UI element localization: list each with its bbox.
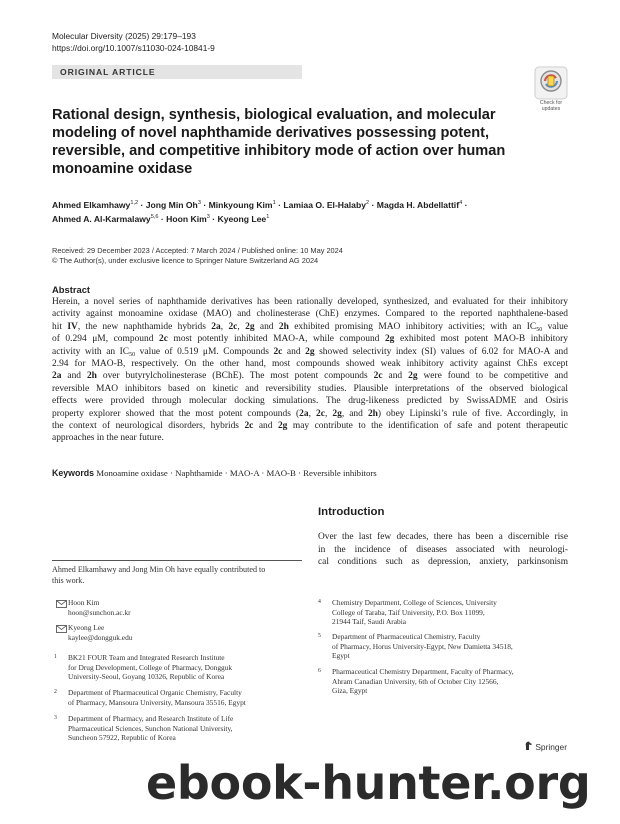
title-line: monoamine oxidase (52, 161, 193, 177)
abstract-line: approaches in the near future. (52, 433, 164, 444)
author-affiliation-marker: 3 (197, 200, 201, 206)
author-affiliation-marker: 4 (459, 200, 463, 206)
author-separator: · (371, 200, 375, 210)
correspondence-entry (68, 623, 132, 642)
mail-icon (56, 625, 67, 633)
abstract-line: activity with an $IC_{50}$ value of 0.519 μM. Compounds 2c and 2g showed selectivity index (SI) values of 6.02 for MAO-A and (52, 346, 568, 358)
publication-dates (52, 246, 343, 266)
introduction-line: Over the last few decades, there has been a discernible rise (318, 532, 568, 542)
springer-horse-icon (524, 741, 533, 751)
author-affiliation-marker: 5,6 (150, 214, 159, 220)
copyright-line: © The Author(s), under exclusive licence to Springer Nature Switzerland AG 2024 (52, 256, 319, 265)
dates-line: Received: 29 December 2023 / Accepted: 7 March 2024 / Published online: 10 May 2024 (52, 246, 343, 255)
author-separator: · (160, 214, 164, 224)
journal-header (52, 30, 215, 54)
author-name[interactable]: Ahmed Elkamhawy (52, 200, 131, 210)
footnote-divider (52, 560, 302, 561)
keywords-text: Monoamine oxidase · Naphthamide · MAO-A · MAO-B · Reversible inhibitors (96, 468, 377, 478)
author-name[interactable]: Jong Min Oh (145, 200, 198, 210)
author-affiliation-marker: 1 (272, 200, 276, 206)
author-name[interactable]: Hoon Kim (166, 214, 207, 224)
publisher-name: Springer (535, 742, 567, 752)
abstract-line: property explorer showed that the most potent compounds (2a, 2c, 2g, and 2h) obey Lipinski’s rule of five. Accordingly, in (52, 408, 568, 419)
introduction-body (318, 531, 568, 569)
keywords-label: Keywords (52, 468, 95, 478)
author-separator: · (212, 214, 216, 224)
affiliation-number: 2 (54, 689, 57, 695)
author-name[interactable]: Kyeong Lee (217, 214, 267, 224)
article-title (52, 106, 538, 178)
author-name[interactable]: Ahmed A. Al-Karmalawy (52, 214, 151, 224)
author-affiliation-marker: 1,2 (130, 200, 139, 206)
abstract-line: reversible MAO inhibitors based on kinetic and reversibility studies. Plausible interpretations of the observed biological (52, 383, 568, 394)
introduction-line: cal conditions such as depression, anxiety, parkinsonism (318, 557, 568, 568)
correspondence-name: Hoon Kim (68, 598, 100, 607)
abstract-heading: Abstract (52, 284, 91, 295)
author-separator: · (140, 200, 144, 210)
affiliation-number: 6 (318, 668, 321, 674)
article-type-badge (52, 65, 302, 79)
affiliation-number: 4 (318, 599, 321, 605)
author-line (52, 198, 467, 212)
correspondence-name: Kyeong Lee (68, 623, 105, 632)
abstract-line: the context of neurological disorders, hybrids 2c and 2g may contribute to the identification of safe and potent therapeutic (52, 421, 569, 432)
introduction-line: in the incidence of diseases associated with neurologi- (318, 544, 568, 555)
affiliation-number: 5 (318, 633, 321, 639)
equal-contribution-note: Ahmed Elkamhawy and Jong Min Oh have equally contributed to this work. (52, 565, 266, 585)
author-affiliation-marker: 1 (266, 214, 270, 220)
title-line: modeling of novel naphthamide derivatives possessing potent, (52, 125, 490, 141)
check-for-updates-icon (534, 66, 568, 100)
abstract-line: effects were provided through molecular docking simulations. The drug-likeness predicted by SwissADME and Osiris (52, 396, 568, 407)
author-name[interactable]: Magda H. Abdellattif (376, 200, 460, 210)
introduction-heading: Introduction (318, 506, 385, 518)
author-separator: · (203, 200, 207, 210)
abstract-line: 2a and 2h over butyrylcholinesterase (BChE). The most potent compounds 2c and 2g were found to be competitive and (52, 371, 568, 382)
affiliation-number: 3 (54, 715, 57, 721)
title-line: Rational design, synthesis, biological evaluation, and molecular (52, 107, 496, 123)
author-name[interactable]: Lamiaa O. El-Halaby (283, 200, 366, 210)
author-affiliation-marker: 2 (366, 200, 370, 206)
author-line (52, 212, 467, 226)
article-type-label: ORIGINAL ARTICLE (60, 67, 156, 77)
journal-citation: Molecular Diversity (2025) 29:179–193 (52, 31, 196, 41)
doi-link[interactable]: https://doi.org/10.1007/s11030-024-10841-9 (52, 43, 215, 53)
author-list (52, 198, 467, 226)
keywords (52, 467, 377, 479)
check-for-updates-label: Check for updates (539, 100, 563, 112)
correspondence-email[interactable]: hoon@sunchon.ac.kr (68, 607, 131, 617)
author-separator: · (278, 200, 281, 210)
correspondence-email[interactable]: kaylee@dongguk.edu (68, 632, 133, 642)
watermark: ebook-hunter.org (146, 756, 591, 810)
author-affiliation-marker: 3 (206, 214, 210, 220)
author-name[interactable]: Minkyoung Kim (208, 200, 273, 210)
correspondence-entry (68, 598, 131, 617)
check-for-updates-button[interactable] (534, 66, 568, 112)
author-separator: · (464, 200, 468, 210)
abstract-line: of 0.294 μM, compound 2c most potently inhibited MAO-A, while compound 2g exhibited most potent MAO-B inhibitory (52, 334, 568, 345)
affiliation-number: 1 (54, 654, 57, 660)
publisher-logo (524, 741, 567, 753)
abstract-line: activity against monoamine oxidase (MAO) and cholinesterase (ChE) enzymes. Compared to the reported naphthalene-based (52, 309, 568, 320)
abstract-line: hit IV, the new naphthamide hybrids 2a, 2c, 2g and 2h exhibited promising MAO inhibitory activities; with an $IC_{50}$ value (52, 321, 568, 333)
title-line: reversible, and competitive inhibitory mode of action over human (52, 143, 506, 159)
abstract-line: Herein, a novel series of naphthamide derivatives has been rationally developed, synthesized, and evaluated for their inhibitory (52, 297, 568, 307)
abstract-body (52, 296, 568, 445)
abstract-line: 2.94 for MAO-B, respectively. On the other hand, most compounds showed weak inhibitory activity against ChEs except (52, 359, 568, 370)
mail-icon (56, 600, 67, 608)
